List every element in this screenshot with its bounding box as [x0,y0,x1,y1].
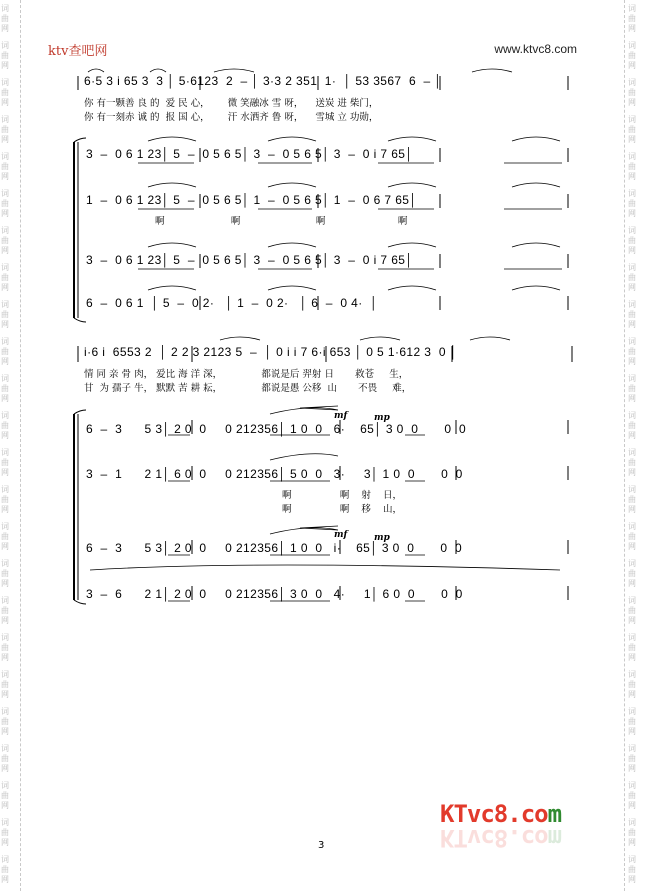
watermark-glyph: 词 [628,152,636,161]
watermark-glyph: 网 [1,764,9,773]
watermark-glyph: 词 [628,448,636,457]
watermark-glyph: 词 [628,522,636,531]
watermark-glyph: 网 [628,209,636,218]
dynamic-mp: mp [374,413,390,423]
watermark-glyph: 曲 [1,717,9,726]
watermark-glyph: 网 [1,838,9,847]
watermark-glyph: 曲 [1,347,9,356]
watermark-glyph: 词 [628,115,636,124]
watermark-glyph: 曲 [1,754,9,763]
watermark-glyph: 网 [1,135,9,144]
watermark-glyph: 曲 [628,865,636,874]
watermark-glyph: 网 [1,431,9,440]
system2-lyric-verse2: 甘 为 孺子 牛， 默默 苦 耕 耘， 都说是愚 公移 山 不畏 难， [84,383,412,394]
watermark-glyph: 曲 [628,754,636,763]
watermark-glyph: 曲 [628,273,636,282]
watermark-glyph: 曲 [628,384,636,393]
system2-part2-lyric2: 啊 啊 移 山， [282,504,402,515]
watermark-glyph: 词 [628,855,636,864]
watermark-glyph: 词 [628,374,636,383]
watermark-glyph: 网 [628,431,636,440]
watermark-glyph: 曲 [628,88,636,97]
watermark-glyph: 网 [628,61,636,70]
watermark-glyph: 曲 [628,532,636,541]
watermark-glyph: 曲 [1,680,9,689]
watermark-glyph: 词 [1,78,9,87]
watermark-glyph: 网 [1,24,9,33]
watermark-glyph: 网 [1,283,9,292]
watermark-glyph: 网 [628,357,636,366]
watermark-glyph: 词 [628,707,636,716]
watermark-glyph: 网 [1,579,9,588]
watermark-glyph: 曲 [628,717,636,726]
watermark-glyph: 词 [1,670,9,679]
watermark-glyph: 词 [1,152,9,161]
watermark-glyph: 曲 [1,125,9,134]
watermark-glyph: 词 [1,300,9,309]
watermark-glyph: 词 [1,411,9,420]
watermark-glyph: 网 [628,24,636,33]
watermark-glyph: 曲 [628,199,636,208]
system2-part2-lyric1: 啊 啊 射 日， [282,490,402,501]
watermark-glyph: 词 [1,226,9,235]
watermark-glyph: 网 [628,98,636,107]
watermark-glyph: 曲 [1,51,9,60]
watermark-glyph: 词 [628,596,636,605]
dynamic-mf-2: mf [334,530,348,540]
watermark-glyph: 曲 [1,643,9,652]
watermark-glyph: 网 [628,135,636,144]
watermark-glyph: 网 [1,357,9,366]
watermark-glyph: 网 [628,653,636,662]
watermark-glyph: 曲 [628,828,636,837]
watermark-glyph: 词 [628,744,636,753]
watermark-glyph: 词 [628,41,636,50]
watermark-glyph: 网 [1,653,9,662]
watermark-glyph: 曲 [628,310,636,319]
watermark-glyph: 网 [628,283,636,292]
watermark-glyph: 曲 [628,569,636,578]
watermark-glyph: 网 [628,468,636,477]
watermark-glyph: 曲 [628,495,636,504]
watermark-glyph: 词 [628,4,636,13]
watermark-glyph: 网 [1,875,9,884]
system1-lyric-verse2: 你 有一刻赤 诚 的 报 国 心， 汗 水洒齐 鲁 呀， 雪城 立 功勋， [84,112,379,123]
watermark-glyph: 网 [628,579,636,588]
watermark-glyph: 网 [1,690,9,699]
watermark-glyph: 词 [1,485,9,494]
system1-part3-notes: 3 – 0 6 1 23│ 5 – 0 5 6 5│ 3 – 0 5 6 5│ 3 – 0 i 7 65│ [86,253,414,267]
watermark-glyph: 网 [1,505,9,514]
watermark-glyph: 曲 [1,162,9,171]
system2-lyric-verse1: 情 同 亲 骨 肉， 爱比 海 洋 深， 都说是后 羿射 日 救苍 生， [84,369,409,380]
system2-part1-notes: 6 – 3 5 3│ 2 0 0 0 212356│ 1 0 0 6· 65│ 3 0 0 0 0 [86,422,467,436]
watermark-glyph: 词 [628,781,636,790]
system1-part4-notes: 6 – 0 6 1 │ 5 – 0 2· │ 1 – 0 2· │ 6 – 0 4· │ [86,296,378,310]
watermark-glyph: 网 [1,98,9,107]
watermark-glyph: 词 [628,633,636,642]
watermark-glyph: 曲 [1,14,9,23]
watermark-glyph: 网 [628,616,636,625]
watermark-glyph: 词 [628,818,636,827]
watermark-glyph: 曲 [1,421,9,430]
watermark-glyph: 网 [628,172,636,181]
watermark-glyph: 曲 [628,125,636,134]
watermark-glyph: 曲 [1,458,9,467]
watermark-glyph: 曲 [1,569,9,578]
watermark-glyph: 词 [628,411,636,420]
watermark-glyph: 网 [628,505,636,514]
watermark-glyph: 网 [628,764,636,773]
watermark-glyph: 曲 [628,421,636,430]
watermark-glyph: 词 [628,337,636,346]
watermark-glyph: 词 [1,263,9,272]
watermark-glyph: 网 [1,801,9,810]
watermark-glyph: 曲 [1,199,9,208]
watermark-glyph: 网 [628,320,636,329]
watermark-glyph: 网 [628,801,636,810]
dynamic-mf: mf [334,411,348,421]
watermark-glyph: 曲 [628,162,636,171]
watermark-glyph: 词 [1,337,9,346]
site-logo: KTvc8.com KTvc8.com [440,800,562,852]
watermark-glyph: 曲 [1,273,9,282]
watermark-glyph: 曲 [1,88,9,97]
watermark-glyph: 曲 [628,643,636,652]
watermark-glyph: 词 [1,189,9,198]
system1-melody: 6·5 3 i 65 3 3 │ 5·6123 2 – │ 3·3 2 351 1· │ 53 3567 6 – │ [84,74,443,88]
watermark-glyph: 词 [1,522,9,531]
watermark-glyph: 曲 [1,495,9,504]
watermark-glyph: 曲 [628,680,636,689]
watermark-glyph: 曲 [628,347,636,356]
watermark-glyph: 网 [1,172,9,181]
watermark-glyph: 曲 [1,828,9,837]
watermark-glyph: 网 [628,690,636,699]
watermark-glyph: 词 [1,4,9,13]
watermark-glyph: 网 [1,616,9,625]
watermark-glyph: 词 [1,448,9,457]
watermark-glyph: 网 [1,727,9,736]
watermark-glyph: 词 [1,374,9,383]
system1-part1-notes: 3 – 0 6 1 23│ 5 – 0 5 6 5│ 3 – 0 5 6 5│ 3 – 0 i 7 65│ [86,147,414,161]
watermark-glyph: 词 [1,633,9,642]
watermark-glyph: 网 [628,838,636,847]
watermark-glyph: 曲 [1,532,9,541]
watermark-glyph: 词 [1,781,9,790]
watermark-glyph: 网 [1,61,9,70]
watermark-glyph: 词 [628,670,636,679]
watermark-glyph: 词 [1,596,9,605]
system1-part2-lyric: 啊 啊 啊 啊 [155,216,408,227]
watermark-glyph: 曲 [1,606,9,615]
watermark-glyph: 曲 [628,14,636,23]
watermark-glyph: 曲 [628,458,636,467]
system2-part2-notes: 3 – 1 2 1│ 6 0 0 0 212356│ 5 0 0 3· 3│ 1 0 0 0 0 [86,467,463,481]
watermark-glyph: 曲 [628,606,636,615]
watermark-glyph: 词 [1,41,9,50]
watermark-glyph: 网 [1,246,9,255]
watermark-glyph: 词 [1,818,9,827]
watermark-glyph: 曲 [1,791,9,800]
system2-melody: i·6 i 6553 2 │ 2 2 3 2123 5 – │ 0 i i 7 6·i 653 │ 0 5 1·612 3 0 │ [84,345,458,359]
bracket-cap-bottom [74,318,86,322]
watermark-glyph: 网 [628,727,636,736]
watermark-glyph: 网 [1,468,9,477]
watermark-glyph: 曲 [1,865,9,874]
watermark-glyph: 词 [628,300,636,309]
system2-part3-notes: 6 – 3 5 3│ 2 0 0 0 212356│ 1 0 0 i· 65│ 3 0 0 0 0 [86,541,463,555]
watermark-glyph: 网 [628,246,636,255]
bracket-cap-top [74,138,86,142]
site-name-left: ktv查吧网 [48,44,108,59]
system1-part2-notes: 1 – 0 6 1 23│ 5 – 0 5 6 5│ 1 – 0 5 6 5│ 1 – 0 6 7 65│ [86,193,418,207]
watermark-glyph: 网 [628,875,636,884]
site-url-right: www.ktvc8.com [494,42,577,56]
watermark-glyph: 网 [1,394,9,403]
watermark-glyph: 词 [1,855,9,864]
page-number: 3 [318,840,325,851]
watermark-glyph: 曲 [1,384,9,393]
system2-part4-notes: 3 – 6 2 1│ 2 0 0 0 212356│ 3 0 0 4· 1│ 6 0 0 0 0 [86,587,463,601]
watermark-glyph: 曲 [1,236,9,245]
watermark-glyph: 词 [628,485,636,494]
watermark-glyph: 网 [1,209,9,218]
dynamic-mp-2: mp [374,533,390,543]
watermark-glyph: 词 [628,226,636,235]
watermark-glyph: 词 [628,263,636,272]
watermark-glyph: 曲 [628,236,636,245]
watermark-glyph: 网 [628,542,636,551]
watermark-glyph: 词 [1,744,9,753]
watermark-glyph: 词 [628,78,636,87]
watermark-glyph: 词 [1,559,9,568]
watermark-glyph: 曲 [628,51,636,60]
watermark-glyph: 网 [1,542,9,551]
watermark-glyph: 曲 [628,791,636,800]
watermark-glyph: 曲 [1,310,9,319]
watermark-glyph: 词 [1,115,9,124]
watermark-glyph: 词 [628,559,636,568]
system1-lyric-verse1: 你 有一颗善 良 的 爱 民 心， 微 笑融冰 雪 呀， 送炭 进 柴门， [84,98,379,109]
watermark-glyph: 词 [628,189,636,198]
watermark-glyph: 网 [628,394,636,403]
watermark-glyph: 网 [1,320,9,329]
watermark-glyph: 词 [1,707,9,716]
